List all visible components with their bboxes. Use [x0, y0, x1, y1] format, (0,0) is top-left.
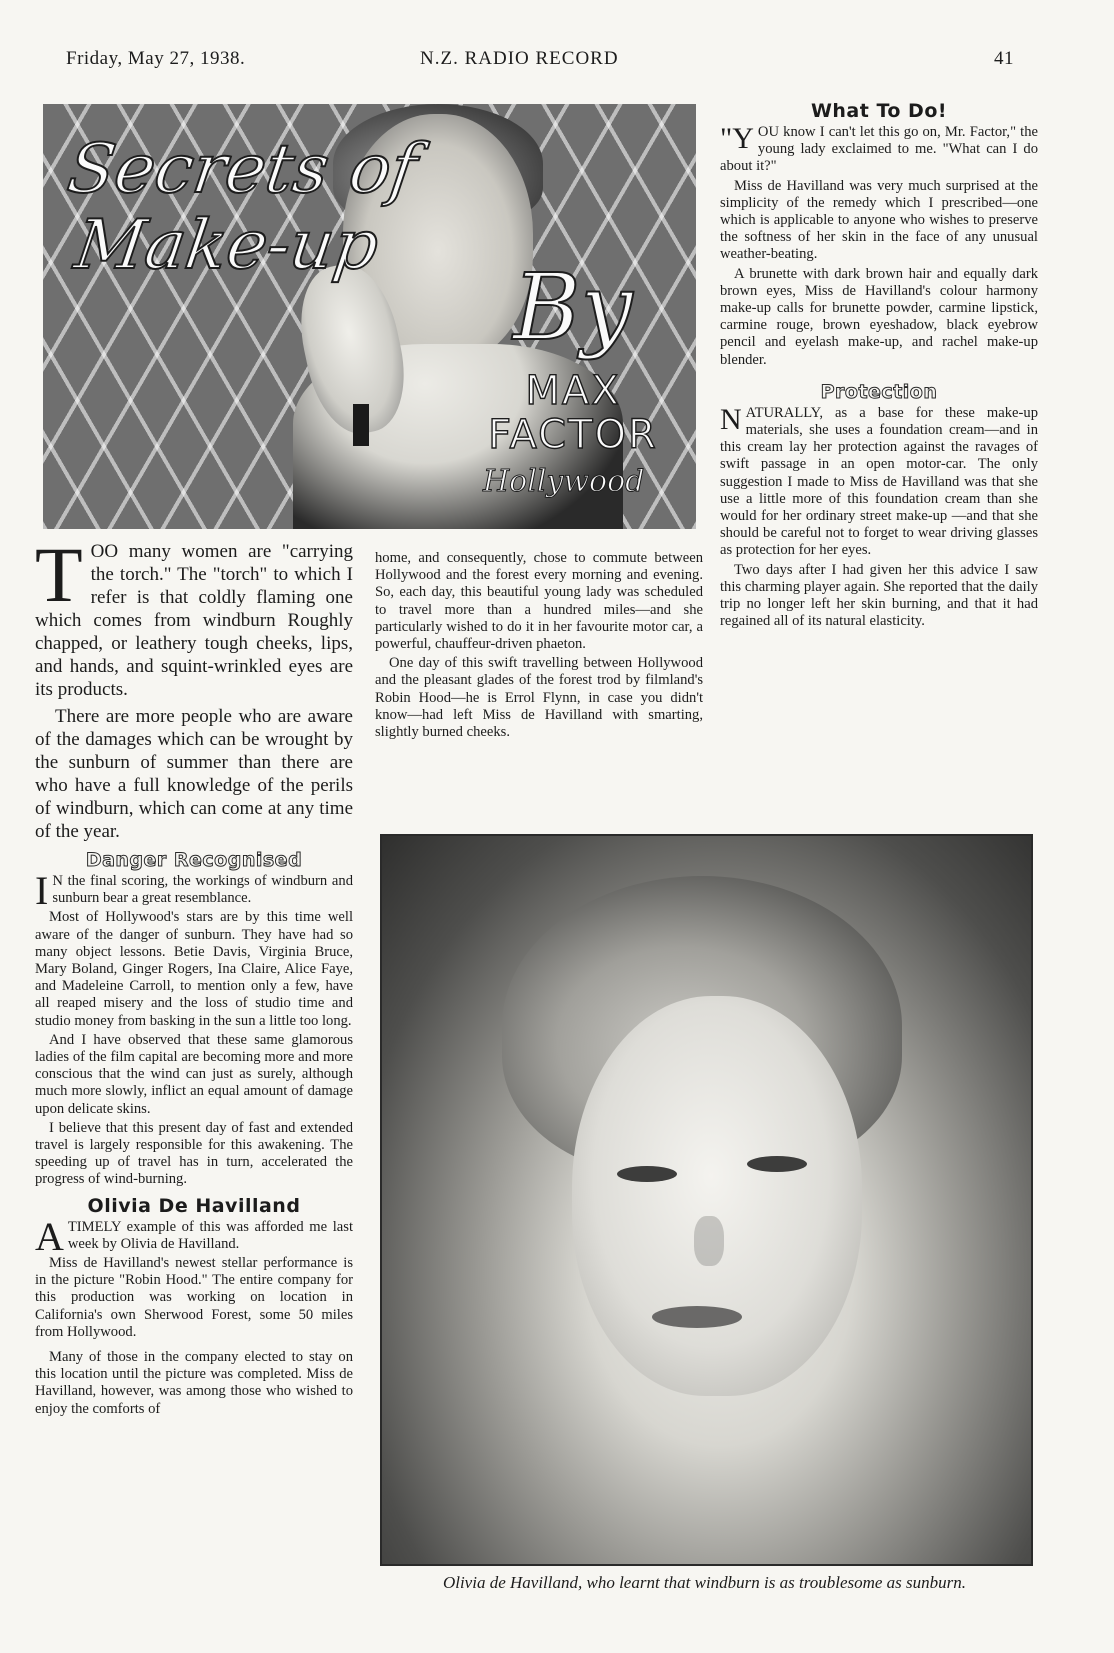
danger-dropcap: I: [35, 868, 49, 913]
hero-compact: [353, 404, 369, 446]
hero-by: By: [513, 254, 633, 361]
column-right: [720, 100, 1038, 632]
hero-illustration: [43, 104, 696, 529]
danger-text: I N the final scoring, the workings of windburn and sunburn bear a great resemblance. Most of Hollywood's stars are by this time well aware of the danger of sunburn. They have had so many object lessons. Betie Davis, Virginia Bruce, Mary Boland, Ginger Rogers, Ina Claire, Alice Faye, and Madeleine Carroll, to mention only a few, have all reaped misery and the loss of studio time and studio money from basking in the sun a little too long. And I have observed that these same glamorous ladies of the film capital are becoming more and more conscious that the wind can just as surely, although much more slowly, inflict an equal amount of damage upon delicate skins. I believe that this present day of fast and extended travel is largely responsible for this awakening. The speeding up of travel has in turn, accelerated the progress of wind-burning.: [35, 868, 353, 1188]
heading-danger-recognised: Danger Recognised: [85, 849, 303, 871]
olivia-dropcap: A: [35, 1213, 64, 1259]
olivia-portrait-photo: [380, 834, 1033, 1566]
portrait-nose: [694, 1216, 724, 1266]
middle-paragraph-1: home, and consequently, chose to commute between Hollywood and the forest every morning and evening. So, each day, this beautiful young lady was scheduled to travel more than a hundred miles—and she particularly wished to do it in her favourite motor car, a powerful, chauffeur-driven phaeton.: [375, 550, 703, 653]
intro-text: TOO many women are "carrying the torch." The "torch" to which I refer is that coldly flaming one which comes from windburn Roughly chapped, or leathery tough cheeks, lips, and hands, and squint-wrinkled eyes are its products. There are more people who are aware of the damages which can be wrought by the sunburn of summer than there are who have a full knowledge of the perils of windburn, which can come at any time of the year.: [35, 531, 353, 842]
column-left: [35, 531, 353, 1420]
hero-author: MAX FACTOR: [488, 368, 658, 458]
column-middle: [375, 550, 703, 743]
protection-text: NATURALLY, as a base for these make-up materials, she uses a foundation cream—and in this cream lay her protection against the ravages of swift passage in an open motor-car. The only suggestion I made to Miss de Havilland was that she use a little more of this foundation cream than she would for her ordinary street make-up —and that she should be careful not to forget to wear driving glasses as protection for her eyes. Two days after I had given her this advice I saw this charming player again. She reported that the daily trip no longer left her skin burning, and that it had regained all of its natural elasticity.: [720, 402, 1038, 630]
portrait-eye-left: [617, 1166, 677, 1182]
intro-dropcap: T: [35, 531, 83, 618]
portrait-eye-right: [747, 1156, 807, 1172]
heading-olivia-de-havilland: Olivia De Havilland: [87, 1194, 301, 1217]
protection-dropcap: N: [720, 402, 742, 436]
photo-caption: Olivia de Havilland, who learnt that windburn is as troublesome as sunburn.: [442, 1573, 967, 1592]
issue-date: Friday, May 27, 1938.: [66, 48, 246, 69]
what-text: "YOU know I can't let this go on, Mr. Factor," the young lady exclaimed to me. "What can I do about it?" Miss de Havilland was very much surprised at the simplicity of the remedy which I prescribed—one which is applicable to anyone who wishes to preserve the softness of her skin in the face of any unusual weather-beating. A brunette with dark brown hair and equally dark brown eyes, Miss de Havilland's colour harmony make-up calls for brunette powder, carmine lipstick, carmine rouge, brown eyeshadow, black eyebrow pencil and eyelash make-up, and rachel make-up blender.: [720, 122, 1038, 368]
heading-protection: Protection: [820, 380, 938, 403]
hero-title: Secrets of Make-up: [62, 130, 422, 285]
middle-paragraph-2: One day of this swift travelling between Hollywood and the pleasant glades of the forest trod by filmland's Robin Hood—he is Errol Flynn, in case you didn't know—had left Miss de Havilland with smarting, slightly burned cheeks.: [375, 655, 703, 741]
portrait-face: [572, 996, 862, 1396]
olivia-text: ATIMELY example of this was afforded me last week by Olivia de Havilland. Miss de Havilland's newest stellar performance is in the picture "Robin Hood." The entire company for this production was working on location in California's own Sherwood Forest, some 50 miles from Hollywood. Many of those in the company elected to stay on this location until the picture was completed. Miss de Havilland, however, was among those who wished to enjoy the comforts of: [35, 1213, 353, 1417]
hero-location: Hollywood: [483, 464, 645, 499]
page-number: 41: [994, 48, 1014, 69]
publication-title: N.Z. RADIO RECORD: [420, 48, 619, 69]
heading-what-to-do: What To Do!: [810, 100, 948, 122]
what-dropcap: "Y: [720, 122, 754, 155]
portrait-mouth: [652, 1306, 742, 1328]
